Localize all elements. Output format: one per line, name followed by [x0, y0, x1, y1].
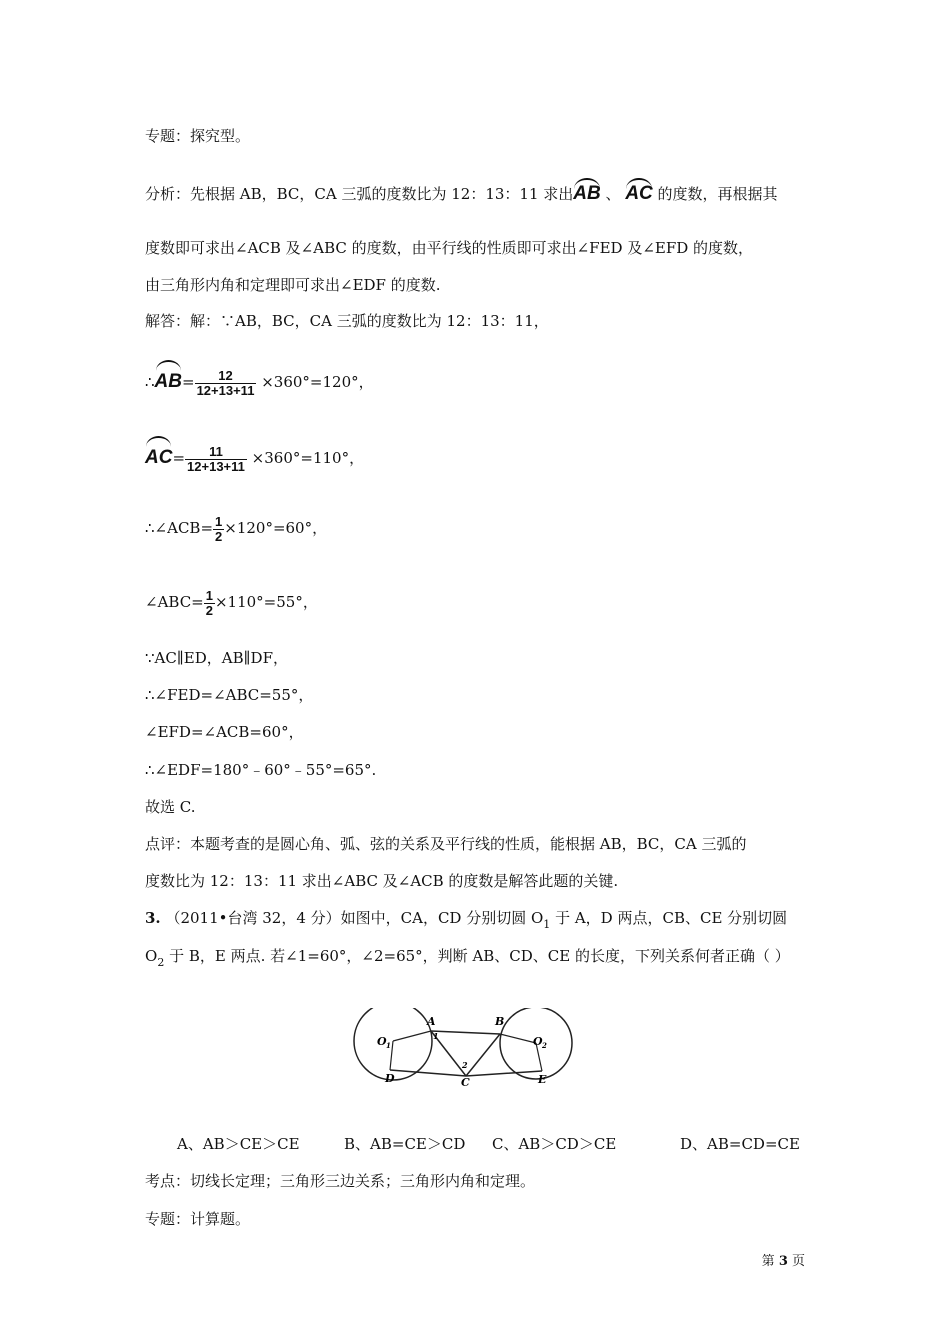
option-c: C、AB＞CD＞CE — [492, 1135, 617, 1153]
eq2-equals: = — [172, 449, 186, 467]
eq2-arc: AC — [145, 438, 172, 474]
topic2-line: 专题：计算题。 — [145, 1210, 251, 1228]
question-sub-2: 2 — [157, 956, 165, 969]
eq3-prefix: ∴∠ACB= — [145, 519, 214, 537]
label-d: D — [385, 1072, 395, 1085]
option-d: D、AB=CD=CE — [680, 1135, 800, 1153]
question-text-1: （2011•台湾 32，4 分）如图中，CA，CD 分别切圆 O — [165, 909, 544, 927]
question-line-2 — [145, 946, 790, 973]
comment-line-1: 点评：本题考查的是圆心角、弧、弦的关系及平行线的性质，能根据 AB，BC，CA 三弧的 — [145, 835, 747, 853]
geometry-figure — [345, 1008, 580, 1088]
label-o1: O — [377, 1035, 387, 1048]
question-sub-1: 1 — [543, 918, 551, 931]
label-angle-2: 2 — [462, 1060, 468, 1070]
label-angle-1: 1 — [433, 1031, 439, 1041]
eq4-numerator: 1 — [205, 587, 213, 603]
topic-line: 专题：探究型。 — [145, 127, 251, 145]
question-number: 3. — [145, 909, 161, 927]
eq2-numerator: 11 — [209, 443, 223, 459]
eq4-prefix: ∠ABC= — [145, 593, 204, 611]
eq2-fraction — [185, 445, 247, 474]
eq1-rest: ×360°=120°， — [261, 373, 374, 391]
page-footer — [762, 1250, 805, 1269]
eq3-denominator: 2 — [215, 528, 223, 544]
analysis-pre: 分析：先根据 AB，BC，CA 三弧的度数比为 12：13：11 求出 — [145, 185, 574, 203]
question-text-2b: 于 B，E 两点. 若∠1=60°，∠2=65°，判断 AB、CD、CE 的长度，下列关系何者正确（ ） — [169, 947, 790, 965]
label-a: A — [427, 1015, 436, 1028]
page-number: 3 — [778, 1254, 788, 1269]
question-line-1 — [145, 908, 787, 935]
footer-pre: 第 — [761, 1254, 779, 1269]
label-b: B — [495, 1015, 505, 1028]
label-c: C — [461, 1076, 470, 1088]
label-o1-sub: 1 — [386, 1041, 391, 1050]
eq2-rest: ×360°=110°， — [251, 449, 365, 467]
line-bc — [466, 1034, 500, 1076]
analysis-line-1 — [145, 180, 778, 204]
analysis-post: 的度数，再根据其 — [657, 185, 778, 203]
question-text-1b: 于 A，D 两点，CB、CE 分别切圆 — [555, 909, 788, 927]
analysis-line-2: 度数即可求出∠ACB 及∠ABC 的度数，由平行线的性质即可求出∠FED 及∠EFD 的度数， — [145, 239, 754, 257]
arc-ab: AB — [573, 180, 600, 204]
label-o2-sub: 2 — [542, 1041, 547, 1050]
solution-line-8: ∴∠EDF=180°﹣60°﹣55°=65°. — [145, 761, 377, 779]
option-a: A、AB＞CE＞CE — [177, 1135, 300, 1153]
solution-eq-3 — [145, 512, 327, 544]
arc-ac: AC — [625, 180, 652, 204]
solution-eq-1 — [145, 362, 374, 398]
solution-line-7: ∠EFD=∠ACB=60°， — [145, 723, 304, 741]
eq3-rest: ×120°=60°， — [224, 519, 328, 537]
footer-post: 页 — [787, 1254, 805, 1269]
radius-o2b — [500, 1034, 536, 1043]
eq1-fraction — [195, 369, 257, 398]
eq1-denominator: 12+13+11 — [196, 382, 255, 398]
solution-intro: 解答：解：∵AB，BC，CA 三弧的度数比为 12：13：11， — [145, 312, 549, 330]
eq2-denominator: 12+13+11 — [187, 458, 245, 474]
label-o2: O — [533, 1035, 543, 1048]
radius-o1a — [393, 1031, 431, 1041]
question-text-2a: O — [145, 947, 158, 965]
eq1-arc: AB — [155, 362, 182, 398]
eq1-equals: = — [182, 373, 195, 391]
label-e: E — [538, 1073, 547, 1086]
solution-line-9: 故选 C. — [145, 798, 196, 816]
option-b: B、AB=CE＞CD — [344, 1135, 466, 1153]
eq4-rest: ×110°=55°， — [214, 593, 318, 611]
analysis-line-3: 由三角形内角和定理即可求出∠EDF 的度数. — [145, 276, 441, 294]
eq3-numerator: 1 — [215, 513, 223, 529]
eq3-fraction — [213, 515, 224, 544]
solution-line-6: ∴∠FED=∠ABC=55°， — [145, 686, 314, 704]
comment-line-2: 度数比为 12：13：11 求出∠ABC 及∠ACB 的度数是解答此题的关键. — [145, 872, 619, 890]
line-ab — [431, 1031, 500, 1034]
solution-eq-2 — [145, 438, 364, 474]
eq4-fraction — [204, 589, 215, 618]
eq4-denominator: 2 — [205, 602, 213, 618]
solution-line-5: ∵AC∥ED，AB∥DF， — [145, 649, 288, 667]
eq1-numerator: 12 — [218, 367, 233, 383]
analysis-sep: 、 — [605, 185, 621, 203]
kaodian-line: 考点：切线长定理；三角形三边关系；三角形内角和定理。 — [145, 1172, 536, 1190]
solution-eq-4 — [145, 586, 318, 618]
eq1-prefix: ∴ — [145, 373, 155, 391]
